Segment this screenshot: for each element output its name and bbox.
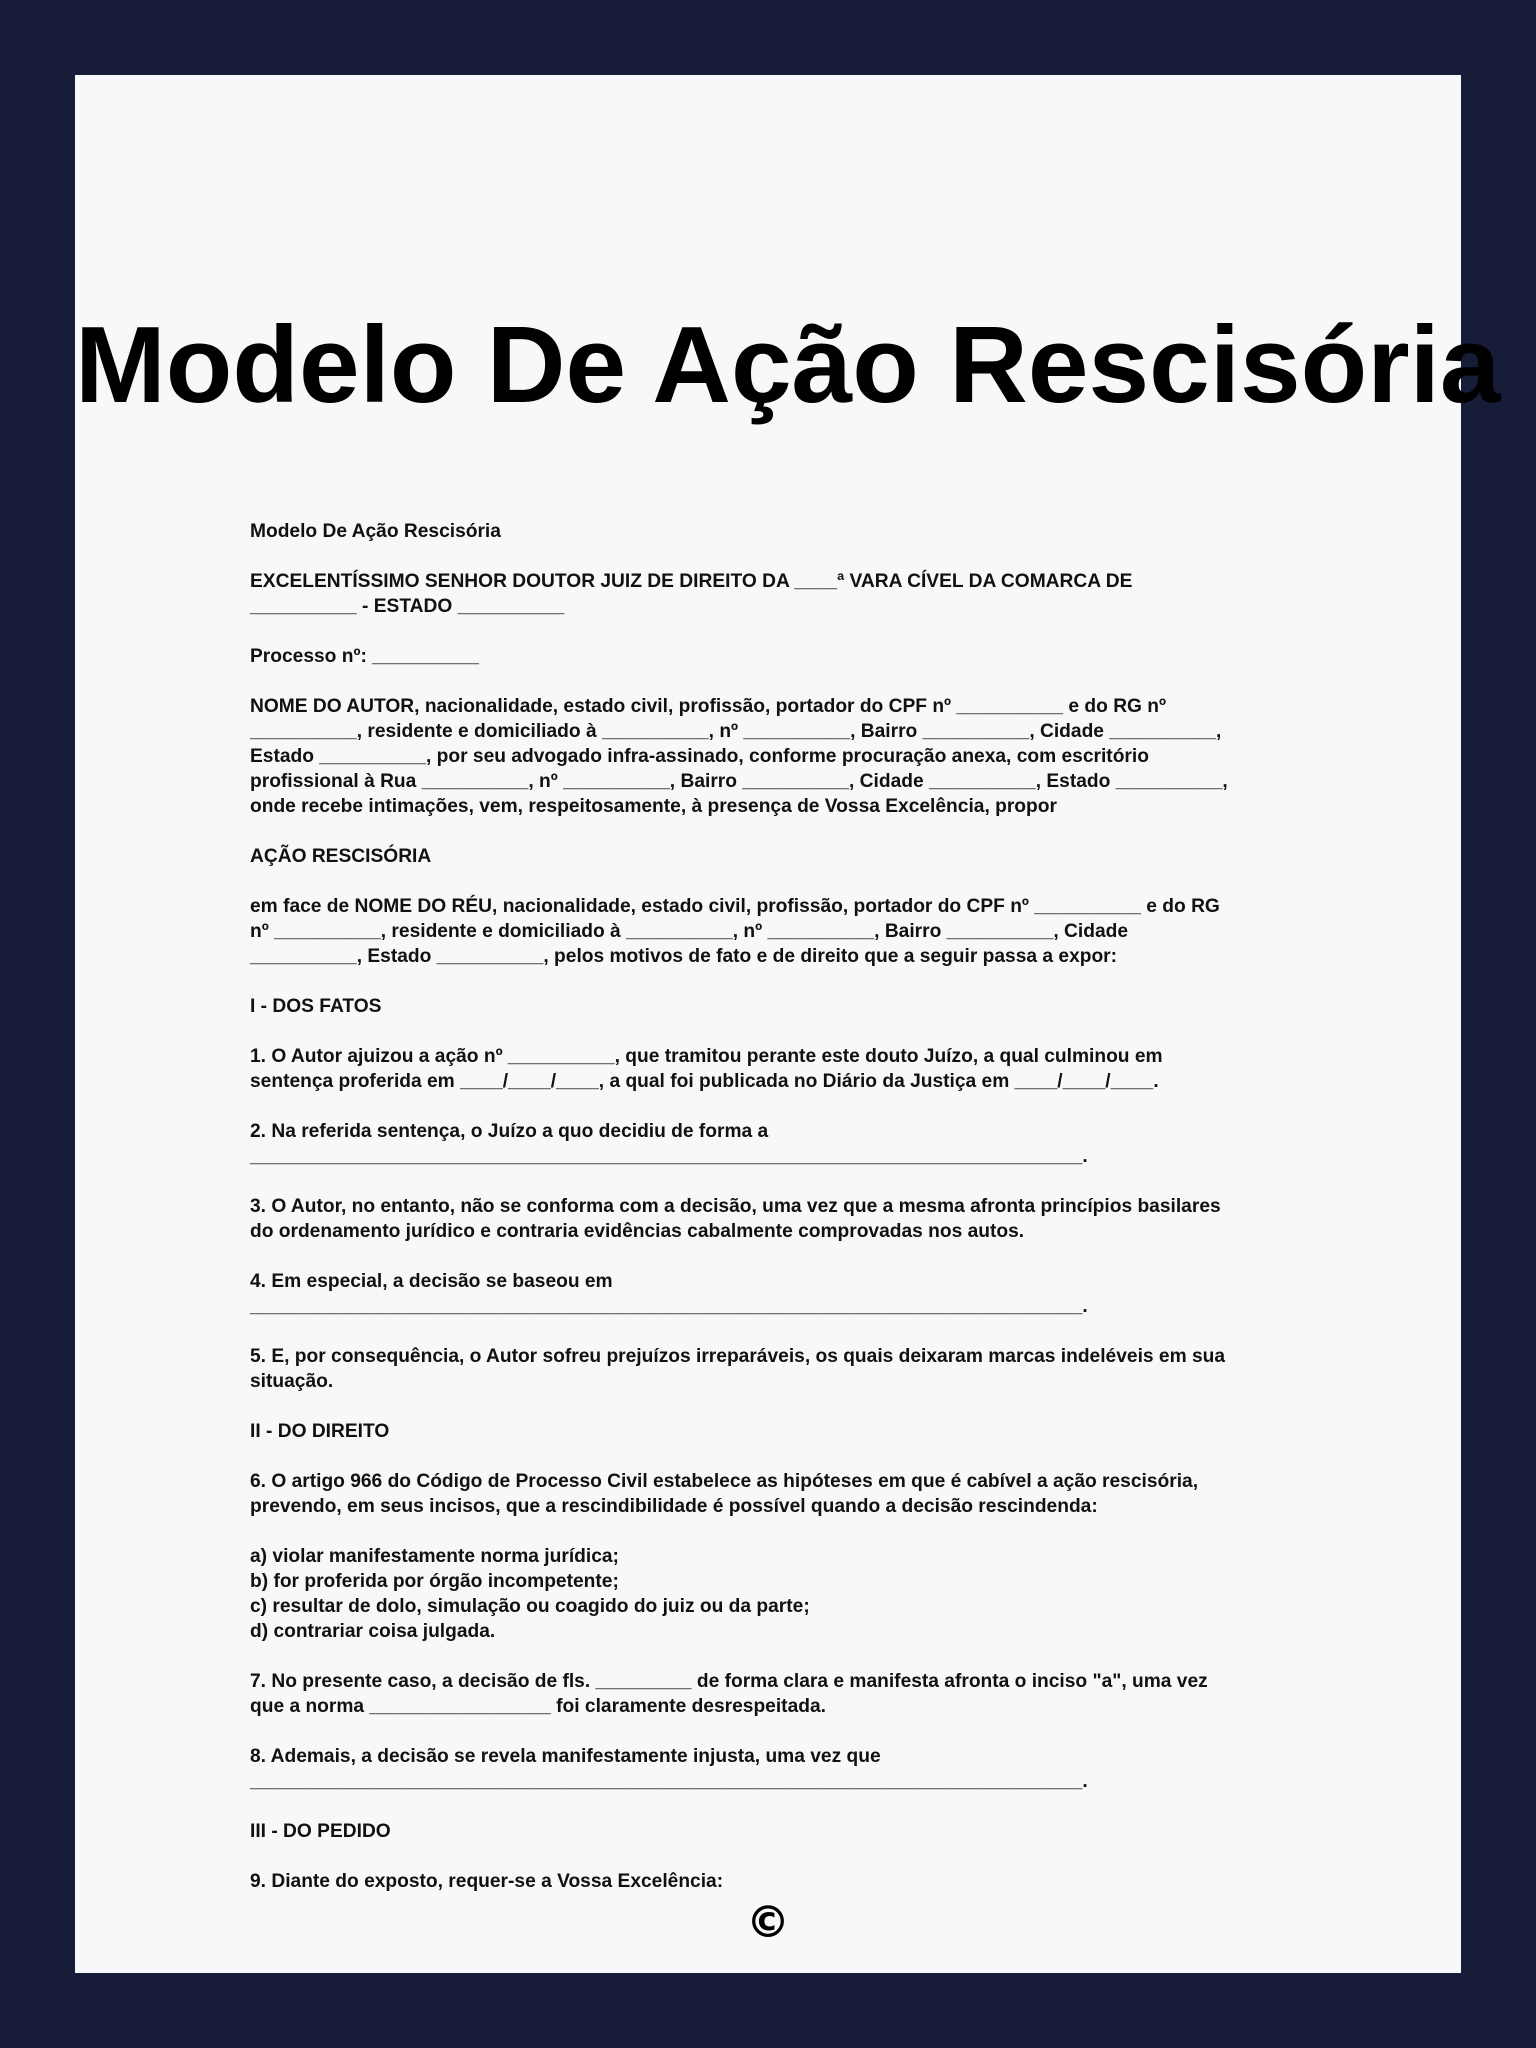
fact-paragraph: 5. E, por consequência, o Autor sofreu prejuízos irreparáveis, os quais deixaram marcas indeléveis em sua situação. xyxy=(250,1346,1226,1392)
court-address: EXCELENTÍSSIMO SENHOR DOUTOR JUIZ DE DIREITO DA ____ª VARA CÍVEL DA COMARCA DE __________ - ESTADO __________ xyxy=(250,571,1133,617)
fact-paragraph: 2. Na referida sentença, o Juízo a quo decidiu de forma a ______________________________________________________________________________. xyxy=(250,1121,1088,1167)
law-paragraph: 7. No presente caso, a decisão de fls. _________ de forma clara e manifesta afronta o inciso "a", uma vez que a norma _________________ foi claramente desrespeitada. xyxy=(250,1671,1208,1717)
request-paragraph: 9. Diante do exposto, requer-se a Vossa Excelência: xyxy=(250,1871,724,1892)
section-request-heading: III - DO PEDIDO xyxy=(250,1821,391,1842)
law-paragraph: 6. O artigo 966 do Código de Processo Civil estabelece as hipóteses em que é cabível a ação rescisória, prevendo, em seus incisos, que a rescindibilidade é possível quando a decisão rescindenda: xyxy=(250,1471,1199,1517)
law-items-list: a) violar manifestamente norma jurídica; b) for proferida por órgão incompetente; c) resultar de dolo, simulação ou coagido do juiz ou da parte; d) contrariar coisa julgada. xyxy=(250,1546,810,1642)
section-facts-heading: I - DOS FATOS xyxy=(250,996,382,1017)
defendant-qualification: em face de NOME DO RÉU, nacionalidade, estado civil, profissão, portador do CPF nº __________ e do RG nº __________, residente e domiciliado à __________, nº __________, Bairro __________, Cidade __________, Estado __________, pelos motivos de fato e de direito que a seguir passa a expor: xyxy=(250,896,1220,967)
document-page xyxy=(75,75,1501,1973)
fact-paragraph: 3. O Autor, no entanto, não se conforma com a decisão, uma vez que a mesma afronta princípios basilares do ordenamento jurídico e contraria evidências cabalmente comprovadas nos autos. xyxy=(250,1196,1221,1242)
fact-paragraph: 1. O Autor ajuizou a ação nº __________, que tramitou perante este douto Juízo, a qual culminou em sentença proferida em ____/____/____, a qual foi publicada no Diário da Justiça em ____/____/____. xyxy=(250,1046,1163,1092)
action-name: AÇÃO RESCISÓRIA xyxy=(250,846,432,867)
process-number: Processo nº: __________ xyxy=(250,646,479,667)
doc-heading: Modelo De Ação Rescisória xyxy=(250,521,501,542)
plaintiff-qualification: NOME DO AUTOR, nacionalidade, estado civil, profissão, portador do CPF nº __________ e do RG nº __________, residente e domiciliado à __________, nº __________, Bairro __________, Cidade __________, Estado __________, por seu advogado infra-assinado, conforme procuração anexa, com escritório profissional à Rua __________, nº __________, Bairro __________, Cidade __________, Estado __________, onde recebe intimações, vem, respeitosamente, à presença de Vossa Excelência, propor xyxy=(250,696,1228,817)
section-law-heading: II - DO DIREITO xyxy=(250,1421,390,1442)
law-paragraph: 8. Ademais, a decisão se revela manifestamente injusta, uma vez que ______________________________________________________________________________. xyxy=(250,1746,1088,1792)
fact-paragraph: 4. Em especial, a decisão se baseou em ______________________________________________________________________________. xyxy=(250,1271,1088,1317)
copyright-icon: © xyxy=(746,1897,790,1948)
page-title: Modelo De Ação Rescisória xyxy=(75,304,1501,426)
document-body xyxy=(250,519,1350,1919)
